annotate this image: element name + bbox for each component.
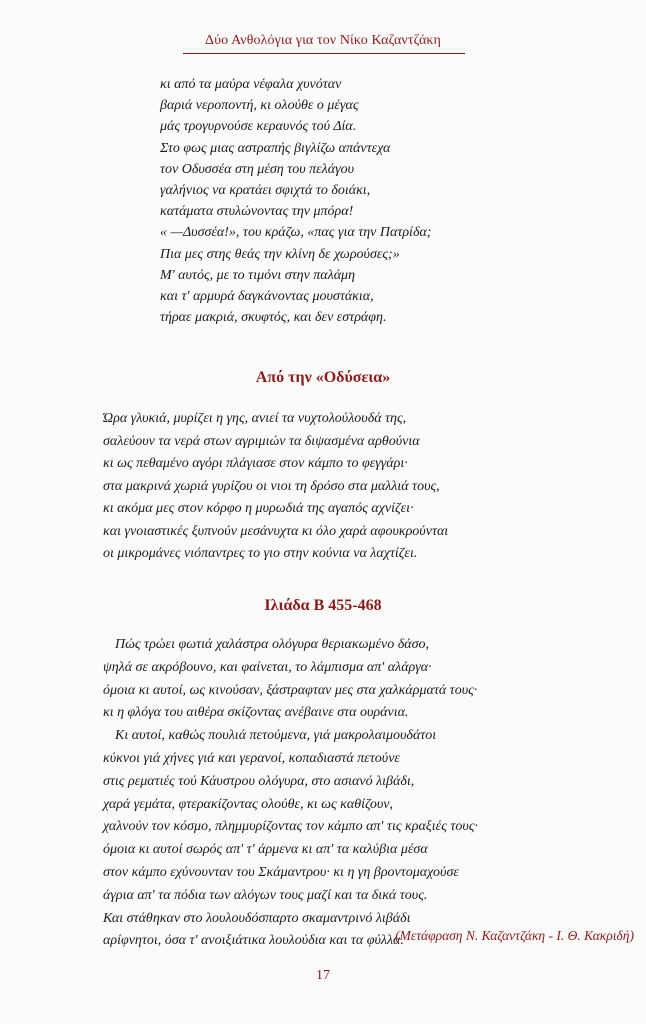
- poem-line: ψηλά σε ακρόβουνο, και φαίνεται, το λάμπισμα απ' αλάργα·: [103, 659, 432, 675]
- poem-line: και γνοιαστικές ξυπνούν μεσάνυχτα κι όλο χαρά αφουκρούνται: [103, 523, 449, 539]
- poem-line: στα μακρινά χωριά γυρίζου οι νιοι τη δρόσο στα μαλλιά τους,: [103, 478, 440, 494]
- poem-line: Πια μες στης θεάς την κλίνη δε χωρούσες;»: [160, 246, 400, 262]
- poem-line: Κι αυτοί, καθώς πουλιά πετούμενα, γιά μακρολαιμουδάτοι: [115, 728, 437, 744]
- poem-line: γαλήνιος να κρατάει σφιχτά το δοιάκι,: [160, 182, 371, 198]
- poem-line: χαρά γεμάτα, φτερακίζοντας ολούθε, κι ως καθίζουν,: [103, 796, 394, 812]
- poem-line: τήραε μακριά, σκυφτός, και δεν εστράφη.: [160, 310, 387, 326]
- poem-line: στις ρεματιές τού Κάυστρου ολόγυρα, στο ασιανό λιβάδι,: [103, 773, 415, 789]
- poem-line: κι από τα μαύρα νέφαλα χυνόταν: [160, 77, 342, 92]
- section-title: Από την «Οδύσεια»: [255, 369, 391, 386]
- page-number: 17: [316, 968, 330, 983]
- poem-line: κι η φλόγα του αιθέρα σκίζοντας ανέβαινε στα ουράνια.: [103, 705, 409, 721]
- poem-line: όμοια κι αυτοί σωρός απ' τ' άρμενα κι απ' τα καλύβια μέσα: [103, 842, 428, 858]
- poem-line: κι ως πεθαμένο αγόρι πλάγιασε στον κάμπο το φεγγάρι·: [103, 456, 408, 471]
- poem-line: μάς τρογυρνούσε κεραυνός τού Δία.: [160, 119, 357, 135]
- poem-line: στον κάμπο εχύνουνταν του Σκάμαντρου· κι η γη βροντομαχούσε: [103, 864, 459, 880]
- poem-line: κατάματα στυλώνοντας την μπόρα!: [160, 204, 354, 220]
- iliad-excerpt: [103, 634, 478, 953]
- poem-line: Και στάθηκαν στο λουλουδόσπαρτο σκαμαντρινό λιβάδι: [103, 910, 411, 926]
- poem-line: και τ' αρμυρά δαγκάνοντας μουστάκια,: [160, 288, 374, 304]
- poem-line: Στο φως μιας αστραπής βιγλίζω απάντεχα: [160, 140, 391, 156]
- poem-line: χαλνούν τον κόσμο, πλημμυρίζοντας τον κάμπο απ' τις κραξιές τους·: [103, 819, 478, 835]
- poem-line: βαριά νεροποντή, κι ολούθε ο μέγας: [160, 98, 359, 114]
- poem-line: κι ακόμα μες στον κόρφο η μυρωδιά της αγαπός αχνίζει·: [103, 501, 414, 516]
- poem-line: Πώς τρώει φωτιά χαλάστρα ολόγυρα θεριακωμένο δάσο,: [115, 637, 430, 652]
- poem-line: όμοια κι αυτοί, ως κινούσαν, ξάστραφταν μες στα χαλκάρματά τους·: [103, 682, 478, 698]
- odyssey-excerpt: [103, 408, 448, 566]
- translation-credit: (Μετάφραση Ν. Καζαντζάκη - Ι. Θ. Κακριδή): [395, 928, 634, 943]
- poem-line: Μ' αυτός, με το τιμόνι στην παλάμη: [160, 267, 356, 283]
- poem-line: οι μικρομάνες νιόπαντρες το γιο στην κούνια να λαχτίζει.: [103, 546, 418, 561]
- header-rule: [183, 53, 465, 54]
- poem-line: αρίφνητοι, όσα τ' ανοιξιάτικα λουλούδια και τα φύλλα.: [103, 933, 404, 949]
- poem-excerpt: [160, 74, 431, 328]
- poem-line: « —Δυσσέα!», του κράζω, «πας για την Πατρίδα;: [160, 225, 432, 241]
- poem-line: τον Οδυσσέα στη μέση του πελάγου: [160, 161, 355, 177]
- running-header: Δύο Ανθολόγια για τον Νίκο Καζαντζάκη: [205, 33, 441, 48]
- poem-line: σαλεύουν τα νερά στων αγριμιών τα διψασμένα αρθούνια: [103, 433, 420, 449]
- poem-line: Ώρα γλυκιά, μυρίζει η γης, ανιεί τα νυχτολούλουδά της,: [103, 411, 407, 426]
- poem-line: άγρια απ' τα πόδια των αλόγων τους μαζί και τα δικά τους.: [103, 887, 428, 903]
- section-title: Ιλιάδα Β 455-468: [264, 597, 382, 614]
- poem-line: κύκνοι γιά χήνες γιά και γερανοί, κοπαδιαστά πετούνε: [103, 750, 400, 766]
